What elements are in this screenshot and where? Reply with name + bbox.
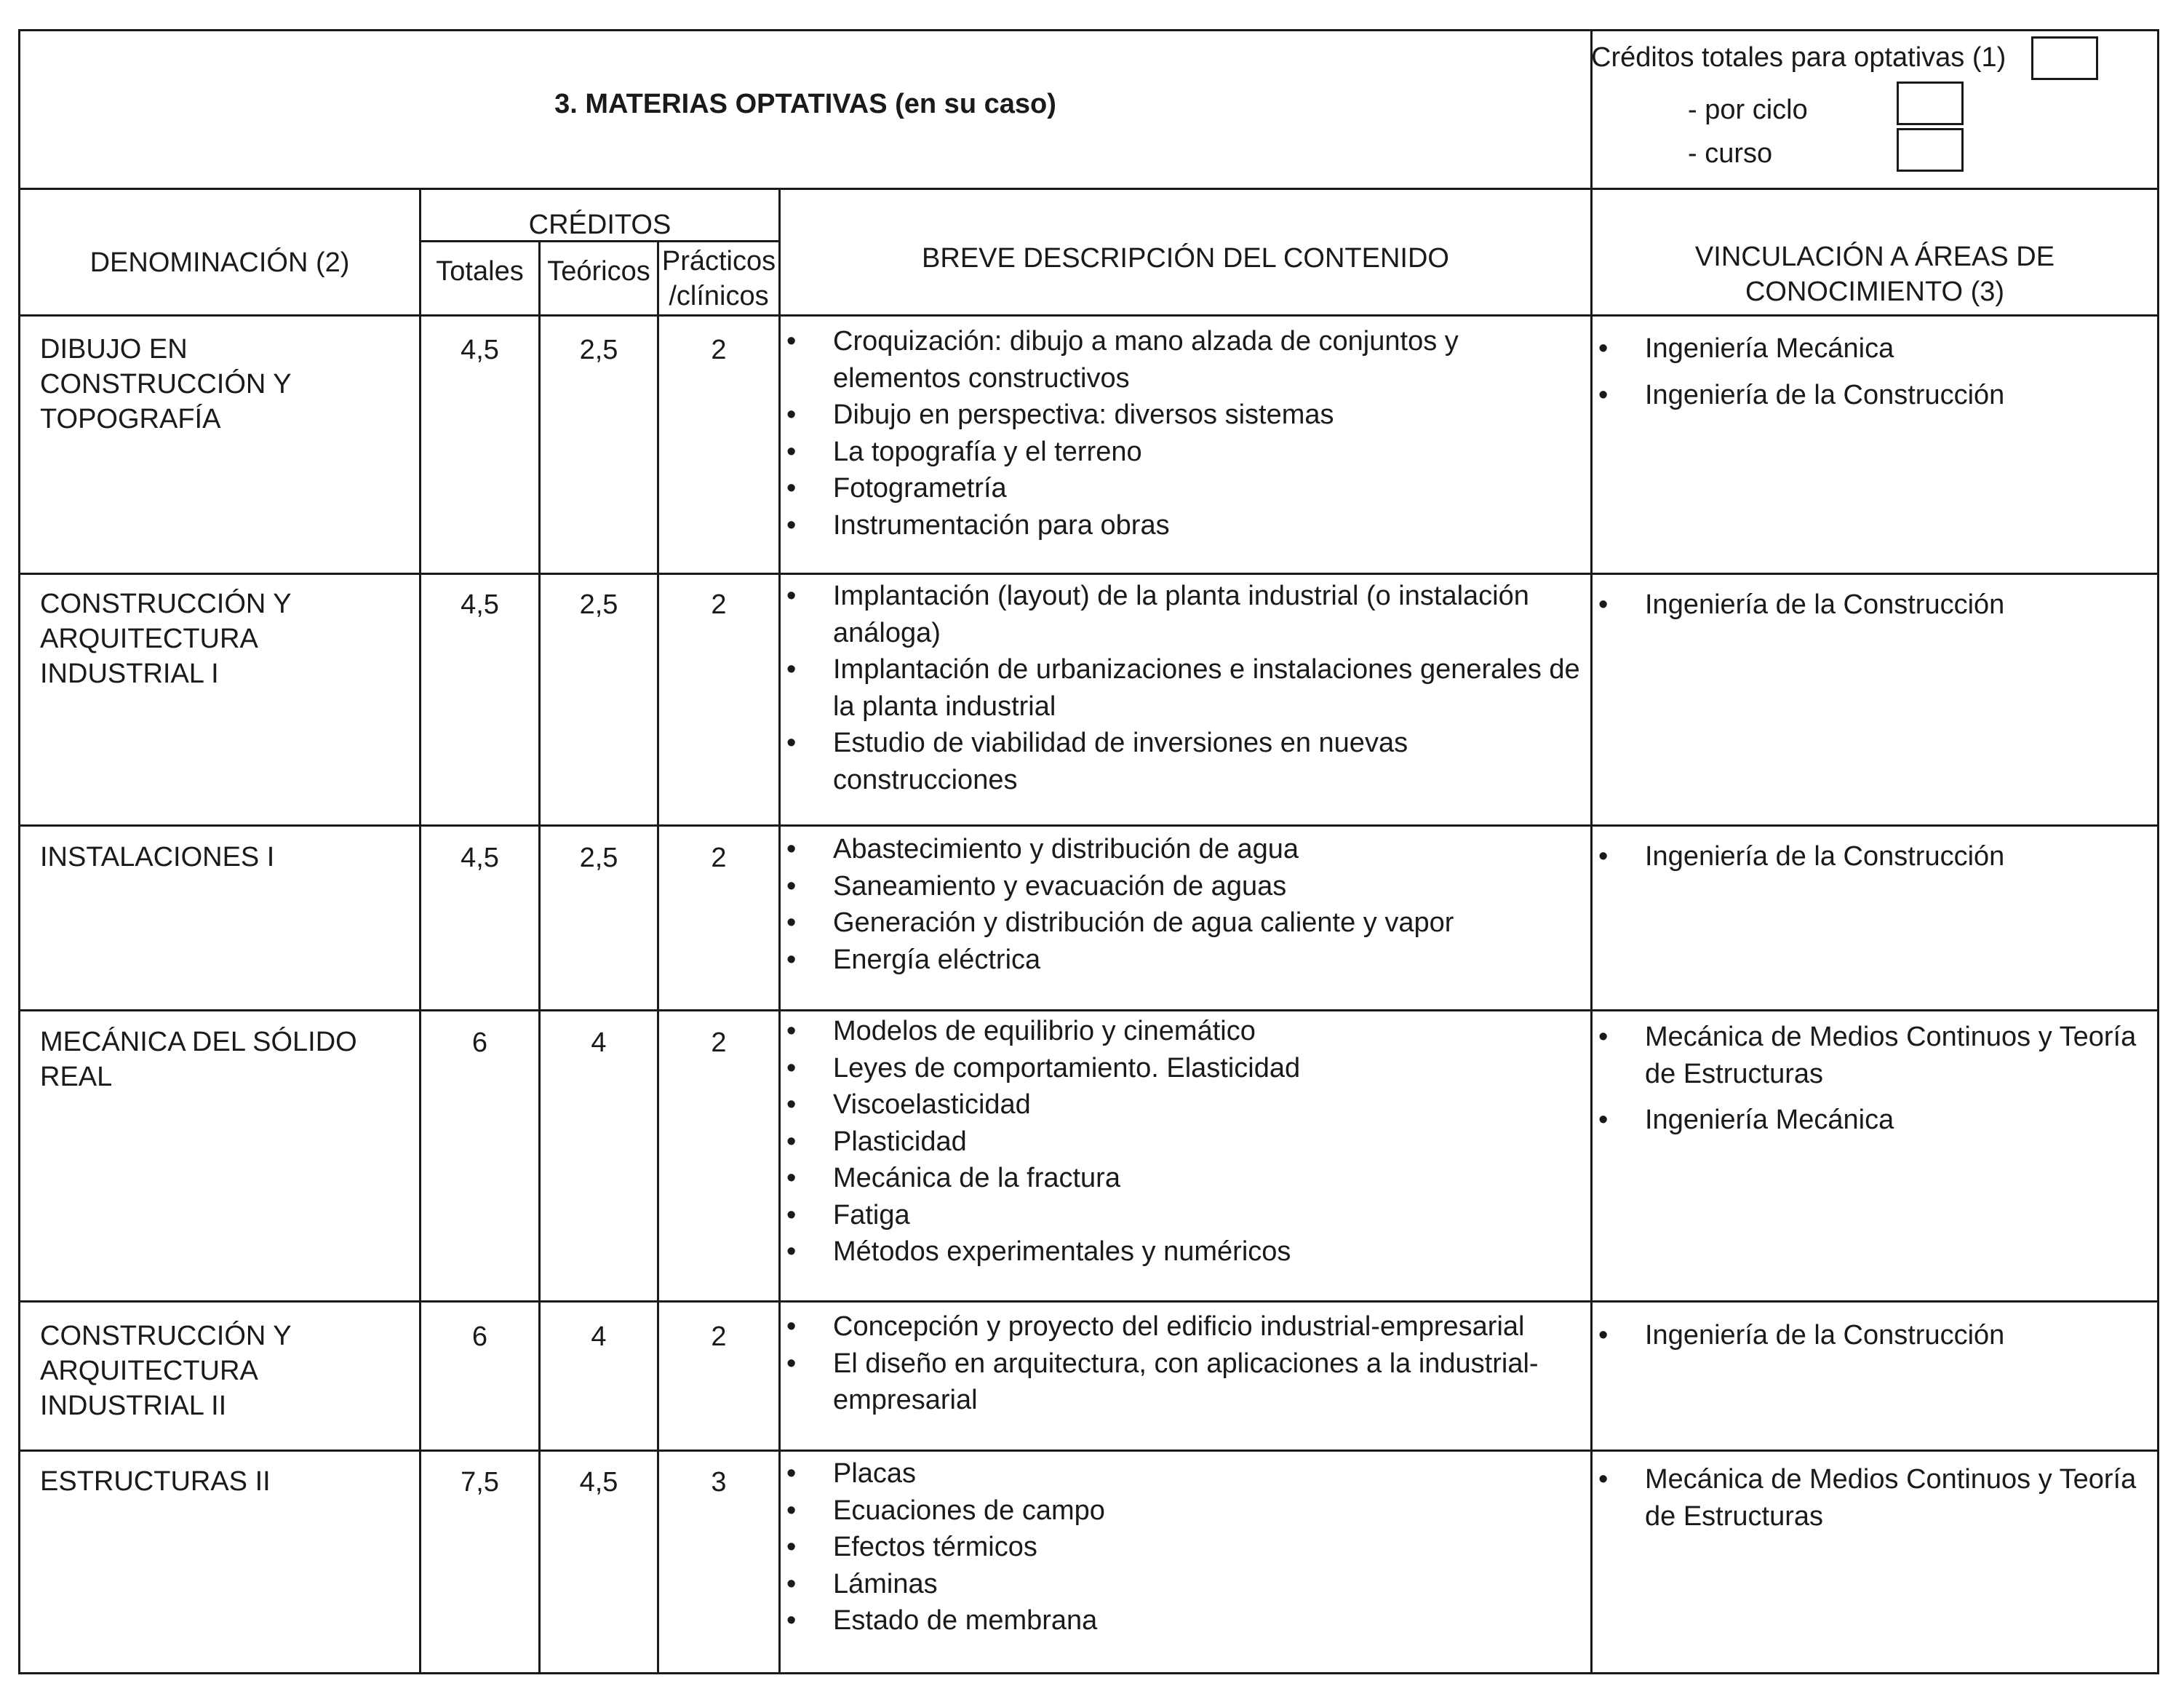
- row-teoricos: 4: [591, 1027, 607, 1058]
- row-denominacion: INSTALACIONES I: [40, 842, 275, 872]
- list-item: • La topografía y el terreno: [781, 434, 1592, 471]
- list-item: • Dibujo en perspectiva: diversos sistemas: [781, 397, 1592, 434]
- row-contenido-list: [781, 323, 1592, 544]
- row-denominacion: CONSTRUCCIÓN Y ARQUITECTURA INDUSTRIAL I: [40, 589, 291, 689]
- list-item: • Ingeniería de la Construcción: [1593, 1317, 2153, 1354]
- row-denominacion: MECÁNICA DEL SÓLIDO REAL: [40, 1027, 357, 1092]
- rule-col-teoricos: [657, 240, 659, 1674]
- col-header-teoricos: Teóricos: [547, 256, 650, 287]
- row-totales: 4,5: [461, 843, 499, 873]
- list-item: • Efectos térmicos: [781, 1529, 1592, 1566]
- row-teoricos: 4,5: [579, 1467, 618, 1498]
- rule-col-totales: [538, 240, 541, 1674]
- row-teoricos: 2,5: [579, 843, 618, 873]
- por-ciclo-label: - por ciclo: [1688, 95, 1808, 125]
- row-areas-list: [1593, 1317, 2153, 1364]
- list-item: • Concepción y proyecto del edificio industrial-empresarial: [781, 1308, 1592, 1345]
- rule-row-1: [18, 573, 2159, 575]
- row-areas-list: [1593, 1461, 2153, 1544]
- col-header-vinculacion-line1: VINCULACIÓN A ÁREAS DE: [1694, 242, 2055, 272]
- row-practicos: 2: [711, 335, 727, 365]
- row-areas-list: [1593, 330, 2153, 423]
- col-header-clinicos: /clínicos: [669, 281, 769, 311]
- col-header-totales: Totales: [436, 256, 524, 287]
- rule-header-bottom: [18, 188, 2159, 190]
- creditos-totales-label: Créditos totales para optativas (1): [1591, 42, 2006, 73]
- rule-top: [18, 29, 2159, 31]
- list-item: • Mecánica de Medios Continuos y Teoría de Estructuras: [1593, 1461, 2153, 1535]
- rule-row-3: [18, 1009, 2159, 1011]
- row-areas-list: [1593, 586, 2153, 633]
- col-header-vinculacion-line2: CONOCIMIENTO (3): [1745, 277, 2005, 307]
- row-totales: 6: [471, 1321, 488, 1352]
- rule-colheader-bottom: [18, 314, 2159, 317]
- list-item: • Leyes de comportamiento. Elasticidad: [781, 1050, 1592, 1087]
- col-header-creditos: CRÉDITOS: [528, 210, 671, 240]
- row-areas-list: [1593, 838, 2153, 885]
- curso-label: - curso: [1688, 138, 1773, 169]
- list-item: • Abastecimiento y distribución de agua: [781, 831, 1592, 868]
- row-practicos: 2: [711, 589, 727, 620]
- col-header-descripcion: BREVE DESCRIPCIÓN DEL CONTENIDO: [922, 243, 1449, 274]
- list-item: • Viscoelasticidad: [781, 1086, 1592, 1124]
- col-header-denominacion: DENOMINACIÓN (2): [89, 247, 350, 278]
- list-item: • Láminas: [781, 1566, 1592, 1603]
- list-item: • Placas: [781, 1455, 1592, 1492]
- curso-box: [1897, 128, 1964, 172]
- row-contenido-list: [781, 1013, 1592, 1270]
- rule-row-2: [18, 824, 2159, 827]
- row-denominacion: CONSTRUCCIÓN Y ARQUITECTURA INDUSTRIAL II: [40, 1321, 291, 1421]
- row-areas-list: [1593, 1019, 2153, 1148]
- list-item: • Estado de membrana: [781, 1602, 1592, 1639]
- list-item: • Ingeniería Mecánica: [1593, 1102, 2153, 1139]
- col-header-practicos: Prácticos: [661, 246, 776, 277]
- row-practicos: 2: [711, 843, 727, 873]
- row-teoricos: 2,5: [579, 335, 618, 365]
- rule-row-4: [18, 1300, 2159, 1303]
- list-item: • Croquización: dibujo a mano alzada de conjuntos y elementos constructivos: [781, 323, 1592, 397]
- list-item: • Ingeniería Mecánica: [1593, 330, 2153, 367]
- rule-bottom: [18, 1672, 2159, 1674]
- list-item: • Ingeniería de la Construcción: [1593, 838, 2153, 875]
- row-teoricos: 4: [591, 1321, 607, 1352]
- list-item: • Instrumentación para obras: [781, 507, 1592, 544]
- row-totales: 4,5: [461, 589, 499, 620]
- rule-row-5: [18, 1450, 2159, 1452]
- list-item: • Implantación (layout) de la planta industrial (o instalación análoga): [781, 578, 1592, 651]
- page-title: 3. MATERIAS OPTATIVAS (en su caso): [554, 89, 1056, 119]
- list-item: • Ecuaciones de campo: [781, 1492, 1592, 1530]
- row-totales: 7,5: [461, 1467, 499, 1498]
- list-item: • Estudio de viabilidad de inversiones en nuevas construcciones: [781, 725, 1592, 798]
- row-denominacion: ESTRUCTURAS II: [40, 1466, 271, 1497]
- row-teoricos: 2,5: [579, 589, 618, 620]
- list-item: • Implantación de urbanizaciones e instalaciones generales de la planta industrial: [781, 651, 1592, 725]
- row-contenido-list: [781, 831, 1592, 978]
- creditos-totales-box: [2031, 36, 2098, 80]
- list-item: • Energía eléctrica: [781, 942, 1592, 979]
- list-item: • Plasticidad: [781, 1124, 1592, 1161]
- row-contenido-list: [781, 1308, 1592, 1419]
- row-practicos: 3: [711, 1467, 727, 1498]
- row-denominacion: DIBUJO EN CONSTRUCCIÓN Y TOPOGRAFÍA: [40, 334, 291, 434]
- row-practicos: 2: [711, 1321, 727, 1352]
- rule-col-denominacion: [419, 188, 421, 1674]
- list-item: • Mecánica de la fractura: [781, 1160, 1592, 1197]
- list-item: • Métodos experimentales y numéricos: [781, 1233, 1592, 1270]
- por-ciclo-box: [1897, 81, 1964, 125]
- list-item: • El diseño en arquitectura, con aplicaciones a la industrial-empresarial: [781, 1345, 1592, 1419]
- list-item: • Fotogrametría: [781, 470, 1592, 507]
- list-item: • Fatiga: [781, 1197, 1592, 1234]
- row-totales: 6: [471, 1027, 488, 1058]
- list-item: • Saneamiento y evacuación de aguas: [781, 868, 1592, 905]
- list-item: • Mecánica de Medios Continuos y Teoría de Estructuras: [1593, 1019, 2153, 1092]
- row-practicos: 2: [711, 1027, 727, 1058]
- row-contenido-list: [781, 578, 1592, 798]
- list-item: • Ingeniería de la Construcción: [1593, 377, 2153, 414]
- list-item: • Modelos de equilibrio y cinemático: [781, 1013, 1592, 1050]
- list-item: • Generación y distribución de agua caliente y vapor: [781, 904, 1592, 942]
- rule-right: [2157, 29, 2159, 1674]
- list-item: • Ingeniería de la Construcción: [1593, 586, 2153, 624]
- row-contenido-list: [781, 1455, 1592, 1639]
- row-totales: 4,5: [461, 335, 499, 365]
